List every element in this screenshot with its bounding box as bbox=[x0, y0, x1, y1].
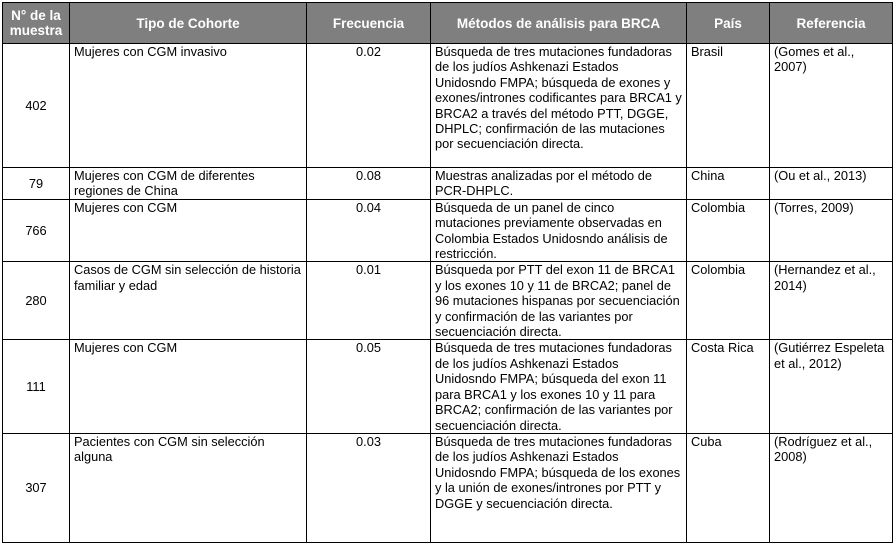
cell-muestra: 402 bbox=[3, 44, 70, 168]
cell-metodos: Búsqueda de tres mutaciones fundadoras de los judíos Ashkenazi Estados Unidosndo FMPA; búsqueda de exones y exones/intrones codificantes para BRCA1 y BRCA2 a través del método PTT, DGGE, DHPLC; confirmación de las mutaciones por secuenciación directa. bbox=[431, 44, 687, 168]
cell-frecuencia: 0.03 bbox=[307, 433, 431, 542]
cell-cohorte: Pacientes con CGM sin selección alguna bbox=[70, 433, 307, 542]
cell-frecuencia: 0.08 bbox=[307, 168, 431, 200]
header-row bbox=[3, 3, 893, 44]
cell-frecuencia: 0.02 bbox=[307, 44, 431, 168]
cell-referencia: (Gomes et al., 2007) bbox=[770, 44, 893, 168]
cell-cohorte: Mujeres con CGM de diferentes regiones de China bbox=[70, 168, 307, 200]
table-row bbox=[3, 44, 893, 168]
header-cohorte: Tipo de Cohorte bbox=[70, 3, 307, 44]
header-referencia: Referencia bbox=[770, 3, 893, 44]
header-frecuencia: Frecuencia bbox=[307, 3, 431, 44]
cell-metodos: Búsqueda de tres mutaciones fundadoras de los judíos Ashkenazi Estados Unidosndo FMPA; búsqueda de los exones y la unión de exones/intrones por PTT y DGGE y secuenciación directa. bbox=[431, 433, 687, 542]
cell-pais: Brasil bbox=[687, 44, 770, 168]
table-body bbox=[3, 44, 893, 543]
cell-metodos: Muestras analizadas por el método de PCR-DHPLC. bbox=[431, 168, 687, 200]
cell-pais: China bbox=[687, 168, 770, 200]
table-row bbox=[3, 433, 893, 542]
table-header bbox=[3, 3, 893, 44]
table-row bbox=[3, 168, 893, 200]
cell-metodos: Búsqueda de tres mutaciones fundadoras de los judíos Ashkenazi Estados Unidosndo FMPA; búsqueda del exon 11 para BRCA1 y los exones 10 y 11 para BRCA2; confirmación de las variantes por secuenciación directa. bbox=[431, 340, 687, 433]
cell-metodos: Búsqueda de un panel de cinco mutaciones previamente observadas en Colombia Estados Unidosndo análisis de restricción. bbox=[431, 199, 687, 262]
table-row bbox=[3, 199, 893, 262]
cell-pais: Colombia bbox=[687, 262, 770, 340]
cell-pais: Colombia bbox=[687, 199, 770, 262]
cell-referencia: (Rodríguez et al., 2008) bbox=[770, 433, 893, 542]
cell-frecuencia: 0.04 bbox=[307, 199, 431, 262]
cell-referencia: (Torres, 2009) bbox=[770, 199, 893, 262]
cell-cohorte: Mujeres con CGM invasivo bbox=[70, 44, 307, 168]
cell-muestra: 79 bbox=[3, 168, 70, 200]
brca-studies-table bbox=[2, 2, 893, 543]
header-pais: País bbox=[687, 3, 770, 44]
header-muestra: N° de la muestra bbox=[3, 3, 70, 44]
cell-cohorte: Casos de CGM sin selección de historia familiar y edad bbox=[70, 262, 307, 340]
cell-muestra: 307 bbox=[3, 433, 70, 542]
cell-pais: Cuba bbox=[687, 433, 770, 542]
cell-frecuencia: 0.05 bbox=[307, 340, 431, 433]
cell-referencia: (Hernandez et al., 2014) bbox=[770, 262, 893, 340]
cell-cohorte: Mujeres con CGM bbox=[70, 199, 307, 262]
cell-referencia: (Ou et al., 2013) bbox=[770, 168, 893, 200]
cell-referencia: (Gutiérrez Espeleta et al., 2012) bbox=[770, 340, 893, 433]
cell-muestra: 111 bbox=[3, 340, 70, 433]
cell-muestra: 280 bbox=[3, 262, 70, 340]
cell-muestra: 766 bbox=[3, 199, 70, 262]
table-row bbox=[3, 340, 893, 433]
cell-cohorte: Mujeres con CGM bbox=[70, 340, 307, 433]
cell-metodos: Búsqueda por PTT del exon 11 de BRCA1 y los exones 10 y 11 de BRCA2; panel de 96 mutaciones hispanas por secuenciación y confirmación de las variantes por secuenciación directa. bbox=[431, 262, 687, 340]
table-row bbox=[3, 262, 893, 340]
cell-frecuencia: 0.01 bbox=[307, 262, 431, 340]
header-metodos: Métodos de análisis para BRCA bbox=[431, 3, 687, 44]
cell-pais: Costa Rica bbox=[687, 340, 770, 433]
